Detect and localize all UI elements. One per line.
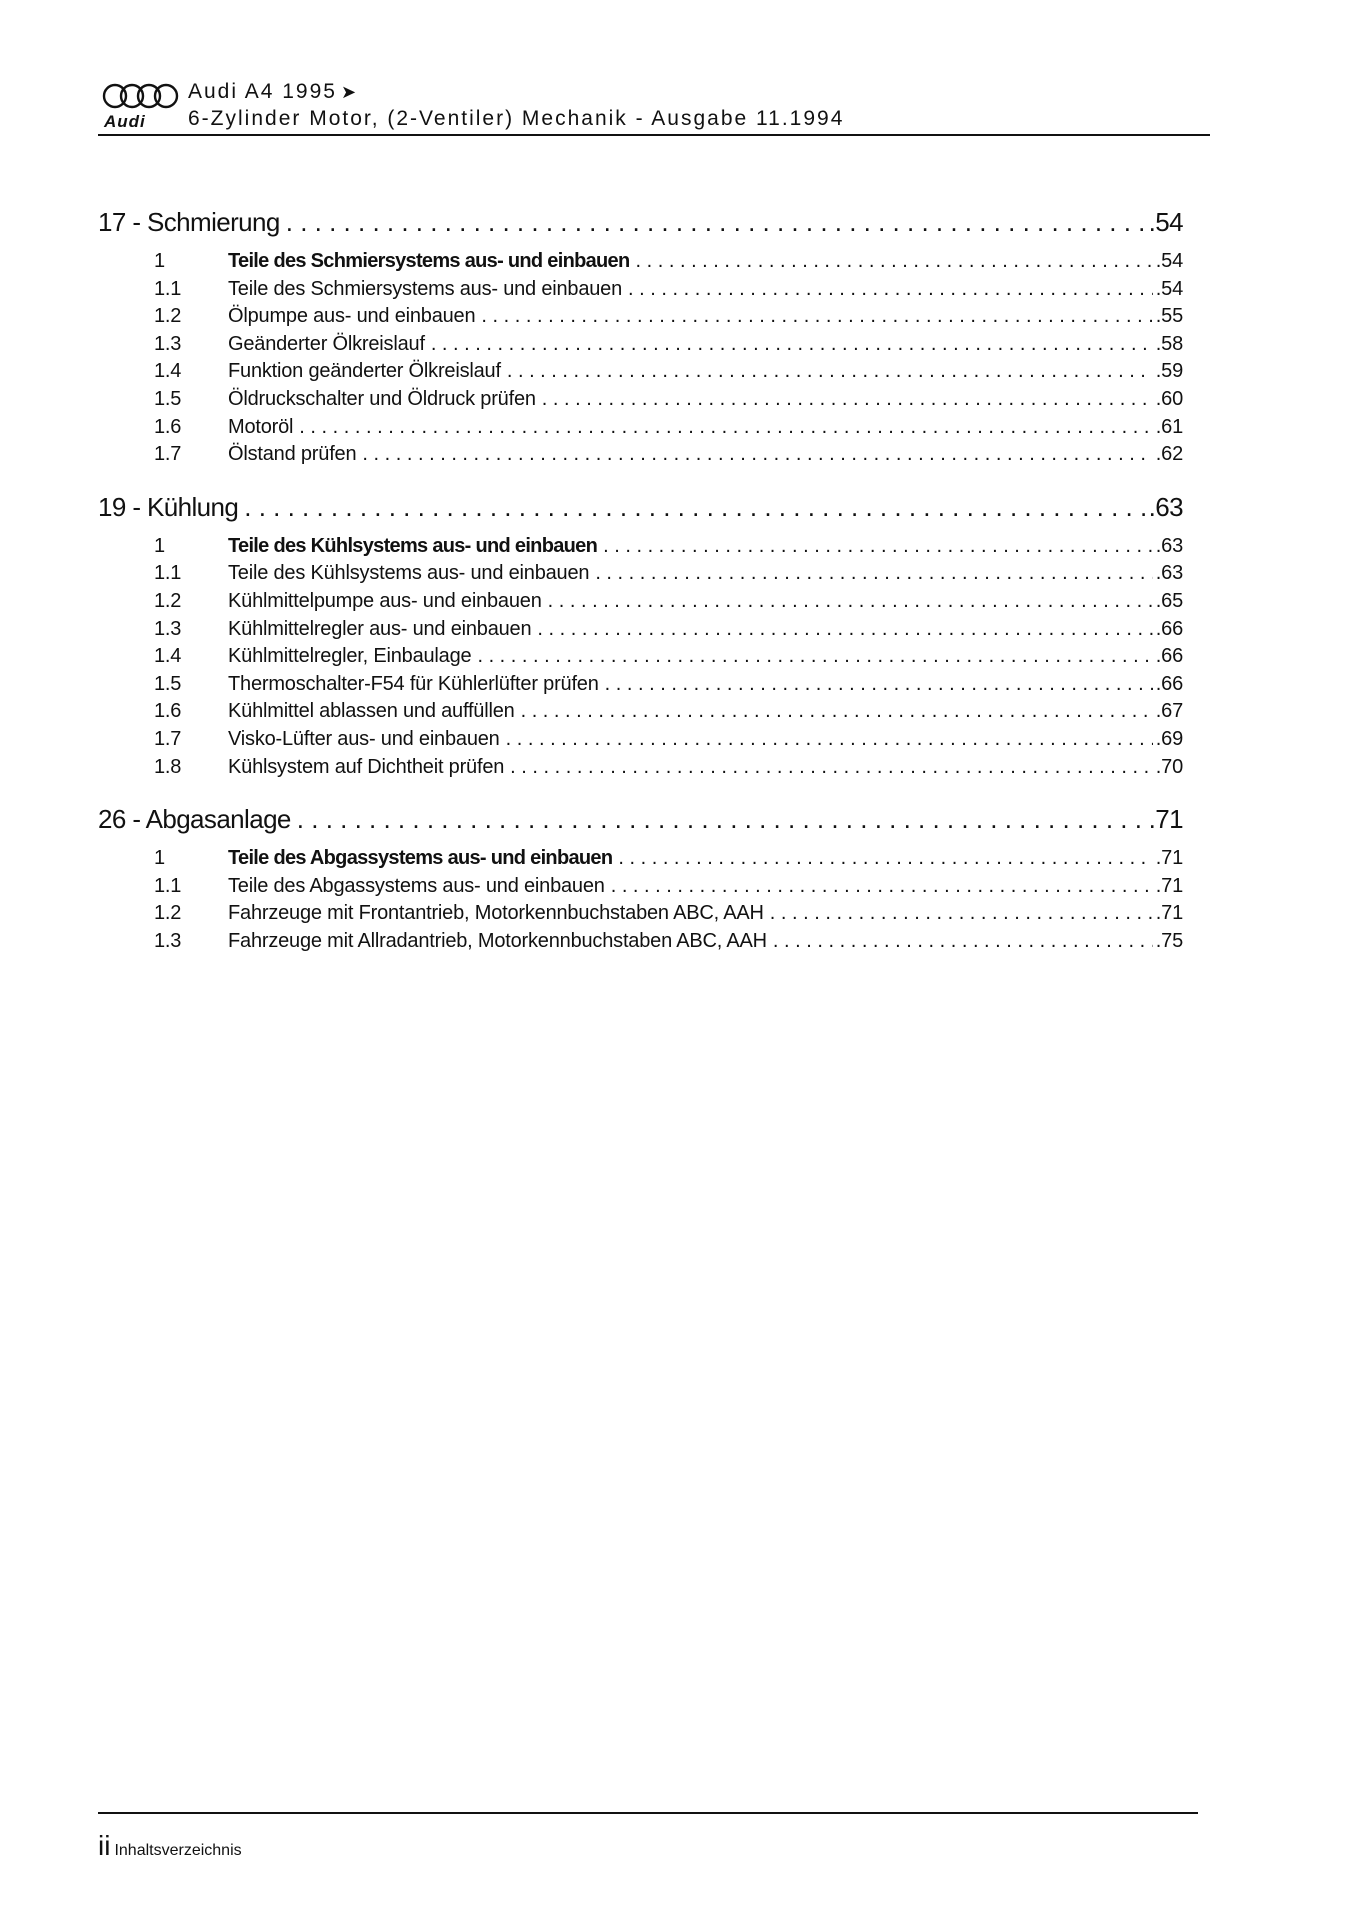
toc-section[interactable] bbox=[98, 276, 1183, 304]
toc-section-number: 1.2 bbox=[154, 305, 182, 328]
toc-section-page: .71 bbox=[1155, 902, 1183, 925]
page-footer bbox=[98, 1830, 242, 1862]
header-model-text: Audi A4 1995 bbox=[188, 80, 337, 103]
toc-section[interactable] bbox=[98, 358, 1183, 386]
toc-leader-dots bbox=[773, 928, 1153, 956]
toc-section[interactable] bbox=[98, 754, 1183, 782]
toc-chapter[interactable] bbox=[98, 204, 1183, 244]
toc-section-number: 1.2 bbox=[154, 902, 182, 925]
toc-section[interactable] bbox=[98, 441, 1183, 469]
toc-section-number: 1.8 bbox=[154, 755, 182, 778]
toc-section-number: 1.1 bbox=[154, 562, 182, 585]
page-header bbox=[98, 78, 1210, 136]
toc-section-number: 1 bbox=[154, 847, 165, 870]
toc-section-number: 1.6 bbox=[154, 700, 182, 723]
table-of-contents bbox=[98, 204, 1183, 955]
toc-section-page: .70 bbox=[1155, 755, 1183, 778]
toc-section-page: .66 bbox=[1155, 672, 1183, 695]
toc-section[interactable] bbox=[98, 533, 1183, 561]
toc-section-number: 1.6 bbox=[154, 415, 182, 438]
toc-chapter-title: 26 - Abgasanlage bbox=[98, 804, 291, 835]
toc-section-page: .65 bbox=[1155, 589, 1183, 612]
toc-section-title: Funktion geänderter Ölkreislauf bbox=[228, 360, 501, 383]
toc-leader-dots bbox=[618, 845, 1152, 873]
header-subtitle: 6-Zylinder Motor, (2-Ventiler) Mechanik - Ausgabe 11.1994 bbox=[188, 107, 845, 130]
toc-section-page: .61 bbox=[1155, 415, 1183, 438]
toc-section-number: 1.1 bbox=[154, 277, 182, 300]
toc-section[interactable] bbox=[98, 248, 1183, 276]
toc-leader-dots bbox=[297, 801, 1146, 837]
toc-section-title: Kühlmittelpumpe aus- und einbauen bbox=[228, 589, 542, 612]
toc-leader-dots bbox=[611, 873, 1153, 901]
toc-leader-dots bbox=[603, 533, 1153, 561]
toc-leader-dots bbox=[542, 386, 1153, 414]
toc-section[interactable] bbox=[98, 303, 1183, 331]
toc-section[interactable] bbox=[98, 588, 1183, 616]
toc-leader-dots bbox=[299, 414, 1152, 442]
toc-section-title: Fahrzeuge mit Allradantrieb, Motorkennbuchstaben ABC, AAH bbox=[228, 929, 767, 952]
toc-leader-dots bbox=[510, 754, 1153, 782]
toc-section[interactable] bbox=[98, 671, 1183, 699]
toc-section-title: Öldruckschalter und Öldruck prüfen bbox=[228, 387, 536, 410]
toc-leader-dots bbox=[770, 900, 1153, 928]
toc-section-page: .71 bbox=[1155, 847, 1183, 870]
toc-leader-dots bbox=[362, 441, 1152, 469]
toc-section-page: .60 bbox=[1155, 387, 1183, 410]
toc-section-title: Teile des Abgassystems aus- und einbauen bbox=[228, 847, 613, 870]
toc-section[interactable] bbox=[98, 726, 1183, 754]
toc-leader-dots bbox=[628, 276, 1153, 304]
toc-section-title: Visko-Lüfter aus- und einbauen bbox=[228, 727, 500, 750]
toc-section-title: Kühlsystem auf Dichtheit prüfen bbox=[228, 755, 505, 778]
footer-page-number: ii bbox=[98, 1830, 111, 1861]
header-model bbox=[188, 80, 358, 104]
toc-leader-dots bbox=[605, 671, 1153, 699]
toc-section[interactable] bbox=[98, 643, 1183, 671]
toc-section-title: Motoröl bbox=[228, 415, 294, 438]
toc-section[interactable] bbox=[98, 331, 1183, 359]
toc-section-number: 1.4 bbox=[154, 360, 182, 383]
toc-leader-dots bbox=[537, 616, 1152, 644]
toc-section-title: Teile des Schmiersystems aus- und einbauen bbox=[228, 250, 630, 272]
toc-section-page: .71 bbox=[1155, 874, 1183, 897]
toc-section-page: .75 bbox=[1155, 929, 1183, 952]
toc-section-title: Teile des Abgassystems aus- und einbauen bbox=[228, 874, 605, 897]
toc-chapter-page: .63 bbox=[1148, 491, 1183, 522]
toc-section[interactable] bbox=[98, 928, 1183, 956]
toc-leader-dots bbox=[481, 303, 1152, 331]
toc-chapter[interactable] bbox=[98, 489, 1183, 529]
audi-wordmark: Audi bbox=[104, 112, 146, 131]
toc-leader-dots bbox=[477, 643, 1152, 671]
toc-section-number: 1.1 bbox=[154, 874, 182, 897]
toc-section-page: .66 bbox=[1155, 645, 1183, 668]
toc-section-page: .54 bbox=[1155, 250, 1183, 272]
toc-section-page: .59 bbox=[1155, 360, 1183, 383]
toc-section[interactable] bbox=[98, 616, 1183, 644]
toc-leader-dots bbox=[548, 588, 1153, 616]
toc-section-number: 1.3 bbox=[154, 332, 182, 355]
toc-leader-dots bbox=[636, 248, 1153, 276]
toc-section-page: .58 bbox=[1155, 332, 1183, 355]
toc-section-page: .62 bbox=[1155, 443, 1183, 466]
toc-section[interactable] bbox=[98, 873, 1183, 901]
footer-label: Inhaltsverzeichnis bbox=[114, 1842, 242, 1859]
toc-section-number: 1.4 bbox=[154, 645, 182, 668]
toc-leader-dots bbox=[244, 489, 1145, 525]
toc-leader-dots bbox=[521, 698, 1153, 726]
toc-section-number: 1.5 bbox=[154, 387, 182, 410]
toc-section-number: 1.3 bbox=[154, 929, 182, 952]
toc-section-number: 1 bbox=[154, 534, 165, 557]
toc-section-title: Geänderter Ölkreislauf bbox=[228, 332, 425, 355]
toc-section-title: Kühlmittelregler aus- und einbauen bbox=[228, 617, 532, 640]
toc-section-number: 1.3 bbox=[154, 617, 182, 640]
toc-chapter-title: 17 - Schmierung bbox=[98, 207, 280, 237]
toc-leader-dots bbox=[431, 331, 1153, 359]
toc-chapter-title: 19 - Kühlung bbox=[98, 491, 239, 522]
toc-section-page: .66 bbox=[1155, 617, 1183, 640]
toc-section-number: 1.5 bbox=[154, 672, 182, 695]
toc-section-page: .54 bbox=[1155, 277, 1183, 300]
toc-section-title: Teile des Kühlsystems aus- und einbauen bbox=[228, 534, 598, 557]
arrow-right-icon: ➤ bbox=[340, 82, 359, 102]
toc-section-title: Teile des Kühlsystems aus- und einbauen bbox=[228, 562, 590, 585]
toc-section-title: Thermoschalter-F54 für Kühlerlüfter prüfen bbox=[228, 672, 599, 695]
toc-section-number: 1.7 bbox=[154, 443, 182, 466]
toc-section[interactable] bbox=[98, 414, 1183, 442]
toc-section[interactable] bbox=[98, 900, 1183, 928]
toc-chapter[interactable] bbox=[98, 801, 1183, 841]
toc-chapter-page: .54 bbox=[1148, 207, 1183, 237]
toc-leader-dots bbox=[506, 726, 1153, 754]
toc-leader-dots bbox=[595, 560, 1152, 588]
footer-divider bbox=[98, 1812, 1198, 1814]
audi-rings-logo bbox=[102, 82, 180, 110]
toc-section-page: .63 bbox=[1155, 562, 1183, 585]
toc-section-title: Teile des Schmiersystems aus- und einbauen bbox=[228, 277, 623, 300]
toc-section-number: 1.7 bbox=[154, 727, 182, 750]
toc-section[interactable] bbox=[98, 560, 1183, 588]
toc-section-title: Kühlmittel ablassen und auffüllen bbox=[228, 700, 515, 723]
toc-section-page: .55 bbox=[1155, 305, 1183, 328]
toc-chapter-page: .71 bbox=[1148, 804, 1183, 835]
toc-section-page: .69 bbox=[1155, 727, 1183, 750]
toc-section-title: Kühlmittelregler, Einbaulage bbox=[228, 645, 472, 668]
toc-section-page: .67 bbox=[1155, 700, 1183, 723]
toc-section-title: Ölpumpe aus- und einbauen bbox=[228, 305, 476, 328]
toc-section[interactable] bbox=[98, 845, 1183, 873]
toc-section-title: Ölstand prüfen bbox=[228, 443, 357, 466]
toc-section-page: .63 bbox=[1155, 534, 1183, 557]
toc-leader-dots bbox=[507, 358, 1153, 386]
toc-section-number: 1.2 bbox=[154, 589, 182, 612]
toc-section-title: Fahrzeuge mit Frontantrieb, Motorkennbuchstaben ABC, AAH bbox=[228, 902, 764, 925]
toc-section[interactable] bbox=[98, 386, 1183, 414]
toc-section-number: 1 bbox=[154, 250, 165, 272]
toc-section[interactable] bbox=[98, 698, 1183, 726]
toc-leader-dots bbox=[286, 204, 1146, 240]
